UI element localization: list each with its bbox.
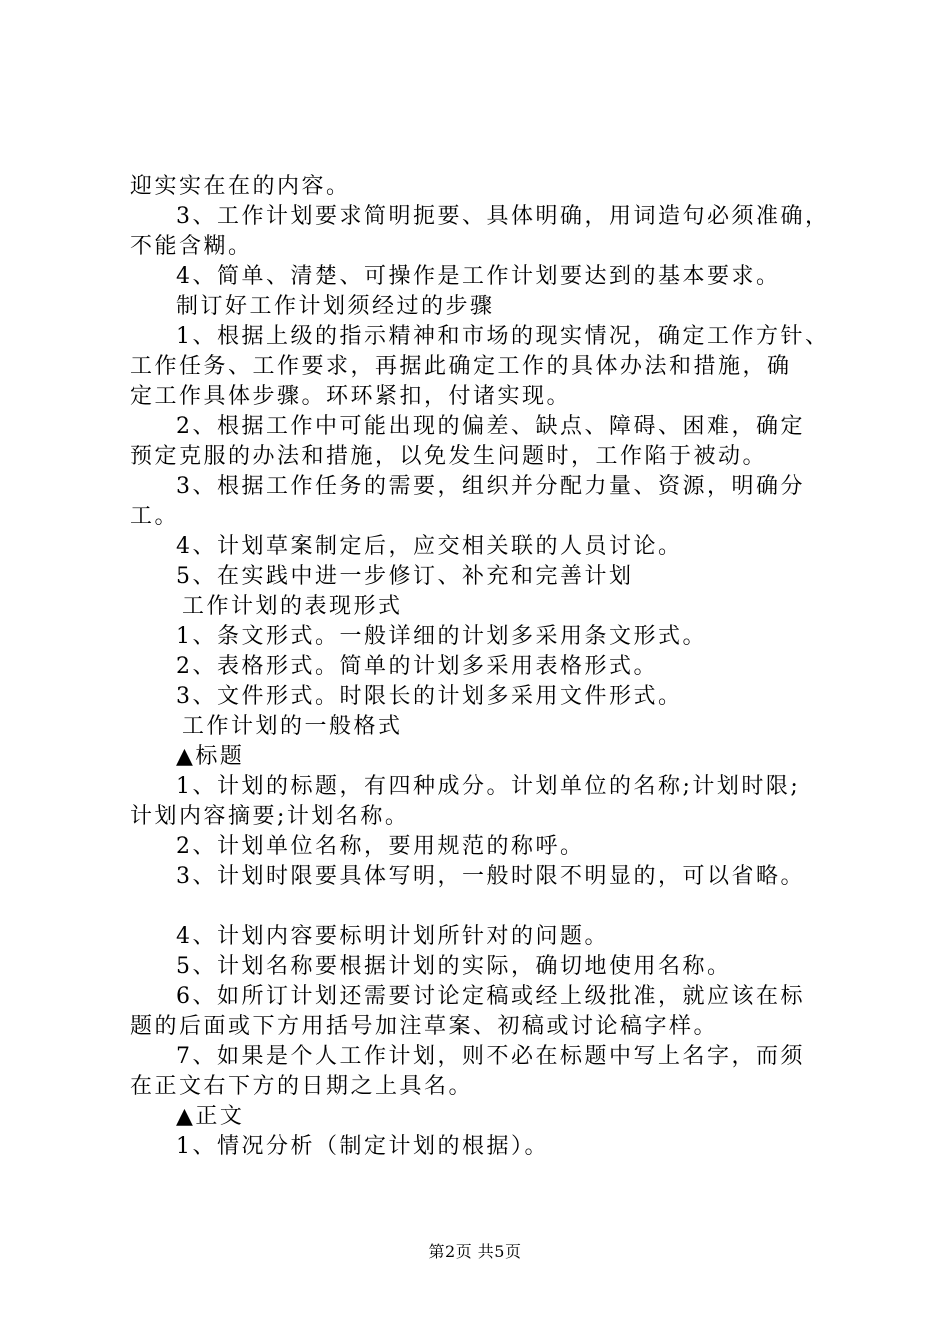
text-line: 2、根据工作中可能出现的偏差、缺点、障碍、困难，确定: [176, 414, 805, 439]
text-line: 3、工作计划要求简明扼要、具体明确，用词造句必须准确，: [176, 204, 830, 229]
text-line: 5、计划名称要根据计划的实际，确切地使用名称。: [176, 954, 732, 979]
text-line: 1、情况分析（制定计划的根据）。: [176, 1134, 549, 1159]
text-line: 不能含糊。: [130, 234, 253, 259]
document-body: [130, 172, 830, 1162]
text-line: 1、根据上级的指示精神和市场的现实情况，确定工作方针、: [176, 324, 830, 349]
text-line: 1、计划的标题，有四种成分。计划单位的名称;计划时限;: [176, 774, 801, 799]
text-line: 2、表格形式。简单的计划多采用表格形式。: [176, 654, 658, 679]
text-line: 工作任务、工作要求，再据此确定工作的具体办法和措施，确: [130, 354, 792, 379]
blank-line: [130, 892, 830, 922]
text-line: 计划内容摘要;计划名称。: [130, 804, 410, 829]
text-line: 3、根据工作任务的需要，组织并分配力量、资源，明确分: [176, 474, 805, 499]
text-line: 题的后面或下方用括号加注草案、初稿或讨论稿字样。: [130, 1014, 719, 1039]
text-line: 4、计划草案制定后，应交相关联的人员讨论。: [176, 534, 683, 559]
page-number-footer: 第2页 共5页: [428, 1242, 522, 1261]
text-line: 在正文右下方的日期之上具名。: [130, 1074, 474, 1099]
subsection-heading: ▲正文: [176, 1104, 245, 1129]
text-line: 3、文件形式。时限长的计划多采用文件形式。: [176, 684, 683, 709]
text-line: 4、简单、清楚、可操作是工作计划要达到的基本要求。: [176, 264, 781, 289]
text-line: 2、计划单位名称，要用规范的称呼。: [176, 834, 585, 859]
text-line: 预定克服的办法和措施，以免发生问题时，工作陷于被动。: [130, 444, 768, 469]
text-line: 工。: [130, 504, 180, 529]
text-line: 1、条文形式。一般详细的计划多采用条文形式。: [176, 624, 707, 649]
text-line: 4、计划内容要标明计划所针对的问题。: [176, 924, 609, 949]
text-line: 7、如果是个人工作计划，则不必在标题中写上名字，而须: [176, 1044, 805, 1069]
text-line: 迎实实在在的内容。: [130, 174, 351, 199]
text-line: 6、如所订计划还需要讨论定稿或经上级批准，就应该在标: [176, 984, 805, 1009]
section-heading: 工作计划的表现形式: [182, 594, 403, 619]
text-line: 定工作具体步骤。环环紧扣，付诸实现。: [130, 384, 572, 409]
text-line: 5、在实践中进一步修订、补充和完善计划: [176, 564, 634, 589]
text-line: 3、计划时限要具体写明，一般时限不明显的，可以省略。: [176, 864, 805, 889]
section-heading: 工作计划的一般格式: [182, 714, 403, 739]
section-heading: 制订好工作计划须经过的步骤: [176, 294, 495, 319]
subsection-heading: ▲标题: [176, 744, 245, 769]
